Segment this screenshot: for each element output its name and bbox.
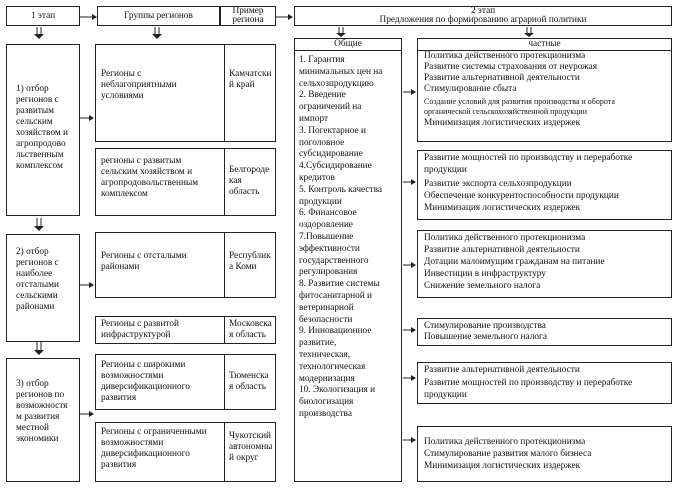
specific-measure: Минимизация логистических издержек	[424, 203, 581, 213]
double-arrow-down-icon	[34, 27, 44, 39]
group-name-line: возможностями	[101, 371, 164, 381]
group-example-line: Тюменска	[229, 371, 269, 381]
specific-measure: продукции	[424, 165, 467, 175]
general-measure-line: 8. Развитие системы	[299, 279, 380, 290]
specific-measure: Минимизация логистических издержек	[424, 461, 581, 471]
specific-measures-box	[417, 426, 672, 482]
group-name-line: комплексом	[101, 189, 148, 199]
stage-2-line: сельскими	[16, 291, 58, 301]
group-name-line: диверсификационного	[101, 382, 190, 392]
stage2-header-title: Предложения по формированию аграрной политики	[379, 15, 587, 25]
group-example-line: Камчатски	[229, 69, 272, 79]
specific-measure: Развитие мощностей по производству и переработке	[424, 378, 633, 388]
double-arrow-down-icon	[34, 218, 44, 231]
group-example-line: Республик	[229, 251, 271, 261]
general-measure-line: развитие,	[299, 338, 337, 349]
stage-box-1	[6, 44, 80, 216]
stage-2-line: отсталыми	[16, 280, 59, 290]
group-name-box	[95, 316, 225, 344]
group-example-line: я область	[229, 382, 266, 392]
double-arrow-down-icon	[524, 27, 534, 37]
group-name-line: развития	[101, 393, 137, 403]
general-measure-line: импорт	[299, 114, 329, 124]
general-measure-line: кредитов	[299, 173, 335, 183]
stage-1-line: 1) отбор	[16, 84, 49, 94]
group-name-line: Регионы с отсталыми	[101, 251, 187, 261]
general-measure-line: 2. Введение	[299, 90, 346, 101]
region-groups-header-label: Группы регионов	[124, 11, 193, 21]
group-example-line: Московска	[229, 319, 272, 329]
specific-measures-box	[417, 318, 672, 346]
group-name-box	[95, 354, 225, 410]
general-measure-line: государственного	[299, 255, 369, 266]
arrow-head	[288, 14, 293, 20]
group-name-line: развития	[101, 460, 137, 470]
group-name-line: сельским хозяйством и	[101, 167, 193, 177]
specific-measure: Развитие альтернативной деятельности	[424, 365, 580, 375]
specific-measure: Развитие альтернативной деятельности	[424, 73, 580, 83]
group-name-box	[95, 422, 225, 482]
specific-measure: Стимулирование производства	[424, 321, 546, 331]
general-measure-line: эффективности	[299, 243, 360, 254]
stage-2-line: районами	[16, 302, 55, 312]
stage-1-line: агропродово	[16, 139, 66, 149]
general-measure-line: 5. Контроль качества	[299, 184, 382, 195]
group-name-line: условиями	[101, 91, 144, 101]
stage2-header-label: 2 этап	[470, 6, 496, 16]
stage-1-line: хозяйством и	[16, 128, 69, 138]
general-measure-line: фитосанитарной и	[299, 291, 372, 301]
group-name-box	[95, 148, 225, 216]
stage-box-3	[6, 358, 80, 482]
group-name-line: Регионы с ограниченными	[101, 427, 207, 437]
specific-measure: органической сельскохозяйственной продукции	[424, 107, 587, 116]
group-name-line: инфраструктурой	[101, 330, 171, 340]
stage-box-2	[6, 234, 80, 342]
specific-measure: Дотации малоимущим гражданам на питание	[424, 257, 605, 267]
general-measure-line: поголовное	[299, 137, 345, 148]
stage-3-line: местной	[16, 423, 50, 433]
specific-measure: Развитие экспорта сельхозпродукции	[424, 179, 572, 189]
general-measure-line: регулирования	[299, 267, 358, 278]
region-example-header-line2: региона	[232, 15, 264, 25]
specific-measures-box	[417, 362, 672, 404]
region-example-header-line1: Пример	[232, 6, 264, 16]
stage-1-line: льственным	[16, 150, 64, 160]
group-example-line: я область	[229, 330, 266, 340]
stage-1-line: сельским	[16, 117, 53, 127]
group-name-line: регионы с развитым	[101, 156, 182, 166]
stage-3-line: возможностя	[16, 401, 68, 411]
group-example-line: Белгороде	[229, 165, 270, 175]
specific-measures-box	[417, 50, 672, 142]
general-measure-line: оздоровление	[299, 220, 353, 231]
general-measures-box	[294, 50, 402, 482]
general-measure-line: безопасности	[299, 314, 353, 325]
group-name-line: диверсификационного	[101, 449, 190, 459]
group-example-line: кая	[229, 176, 242, 186]
specific-measure: Снижение земельного налога	[424, 281, 541, 291]
stage-3-line: 3) отбор	[16, 379, 49, 389]
general-measure-line: сельхозпродукцию	[299, 78, 374, 89]
group-example-line: й край	[229, 80, 255, 90]
general-measure-line: 1. Гарантия	[299, 55, 345, 65]
group-example-box	[224, 148, 276, 216]
group-name-line: районами	[101, 262, 140, 272]
general-measure-line: производства	[299, 409, 352, 419]
general-measure-line: 10. Экологизация и	[299, 385, 376, 396]
specific-measure: Политика действенного протекционизма	[424, 437, 586, 447]
specific-measure: Повышение земельного налога	[424, 332, 547, 342]
stage-2-line: наиболее	[16, 269, 53, 279]
general-measure-line: техническая,	[299, 350, 350, 360]
stage-1-line: развитым	[16, 106, 55, 116]
stage2-header-box	[294, 6, 672, 26]
group-name-box	[95, 44, 225, 142]
group-example-box	[224, 44, 276, 142]
region-groups-header-box	[97, 6, 220, 26]
double-arrow-down-icon	[336, 27, 346, 37]
general-measure-line: 3. Погектарное и	[299, 125, 366, 136]
general-measure-line: ветеринарной	[299, 302, 354, 313]
stage-1-line: комплексом	[16, 161, 63, 171]
stage-2-line: 2) отбор	[16, 247, 49, 257]
region-example-header-box	[220, 6, 276, 26]
group-name-line: агропродовольственным	[101, 178, 199, 188]
specific-measure: продукции	[424, 390, 467, 400]
group-example-box	[224, 232, 276, 298]
stage-3-line: экономики	[16, 434, 59, 444]
group-example-line: а Коми	[229, 262, 257, 272]
specific-header-label: частные	[528, 39, 561, 49]
general-header-label: Общие	[334, 39, 362, 49]
group-name-line: неблагоприятными	[101, 80, 177, 90]
group-example-line: автономны	[229, 442, 273, 452]
specific-measure: Развитие мощностей по производству и переработке	[424, 153, 633, 163]
group-name-line: Регионы с	[101, 69, 142, 79]
general-measure-line: 6. Финансовое	[299, 208, 357, 219]
specific-measures-box	[417, 150, 672, 220]
group-example-line: область	[229, 187, 260, 197]
specific-measure: Инвестиции в инфраструктуру	[424, 269, 546, 279]
stage-1-line: регионов с	[16, 95, 59, 105]
general-measure-line: субсидирование	[299, 149, 363, 160]
stage1-header-box	[6, 6, 80, 26]
specific-measure: Развитие системы страхования от неурожая	[424, 62, 597, 72]
group-example-line: Чукотский	[229, 431, 272, 441]
group-name-line: возможностями	[101, 438, 164, 448]
general-measure-line: 9. Инновационное	[299, 326, 372, 337]
group-example-box	[224, 422, 276, 482]
specific-measure: Минимизация логистических издержек	[424, 118, 581, 128]
group-example-box	[224, 354, 276, 410]
specific-measure: Развитие альтернативной деятельности	[424, 245, 580, 255]
specific-measures-box	[417, 230, 672, 298]
group-name-line: Регионы с широкими	[101, 360, 186, 370]
group-name-box	[95, 232, 225, 298]
stage-3-line: регионов по	[16, 390, 65, 400]
specific-measure: Стимулирование сбыта	[424, 84, 517, 94]
group-example-box	[224, 316, 276, 344]
specific-measure: Создание условий для развития производства и оборота	[424, 97, 615, 106]
group-example-line: й округ	[229, 453, 259, 463]
double-arrow-down-icon	[152, 27, 162, 39]
specific-measure: Политика действенного протекционизма	[424, 51, 586, 61]
stage-2-line: регионов с	[16, 258, 59, 268]
general-measure-line: биологизация	[299, 397, 354, 408]
general-measure-line: продукции	[299, 196, 342, 207]
general-measure-line: технологическая	[299, 361, 366, 372]
general-measure-line: 4.Субсидирование	[299, 161, 372, 172]
specific-measure: Стимулирование развития малого бизнеса	[424, 449, 592, 459]
general-measure-line: модернизация	[299, 373, 355, 384]
group-name-line: Регионы с развитой	[101, 319, 179, 329]
general-measure-line: минимальных цен на	[299, 66, 383, 77]
general-measure-line: 7.Повышение	[299, 232, 354, 242]
specific-measure: Обеспечение конкурентоспособности продукции	[424, 191, 619, 201]
specific-measure: Политика действенного протекционизма	[424, 233, 586, 243]
general-measure-line: ограничений на	[299, 102, 362, 113]
double-arrow-down-icon	[34, 342, 44, 355]
stage-3-line: м развития	[16, 412, 60, 422]
stage1-header-label: 1 этап	[30, 11, 56, 21]
